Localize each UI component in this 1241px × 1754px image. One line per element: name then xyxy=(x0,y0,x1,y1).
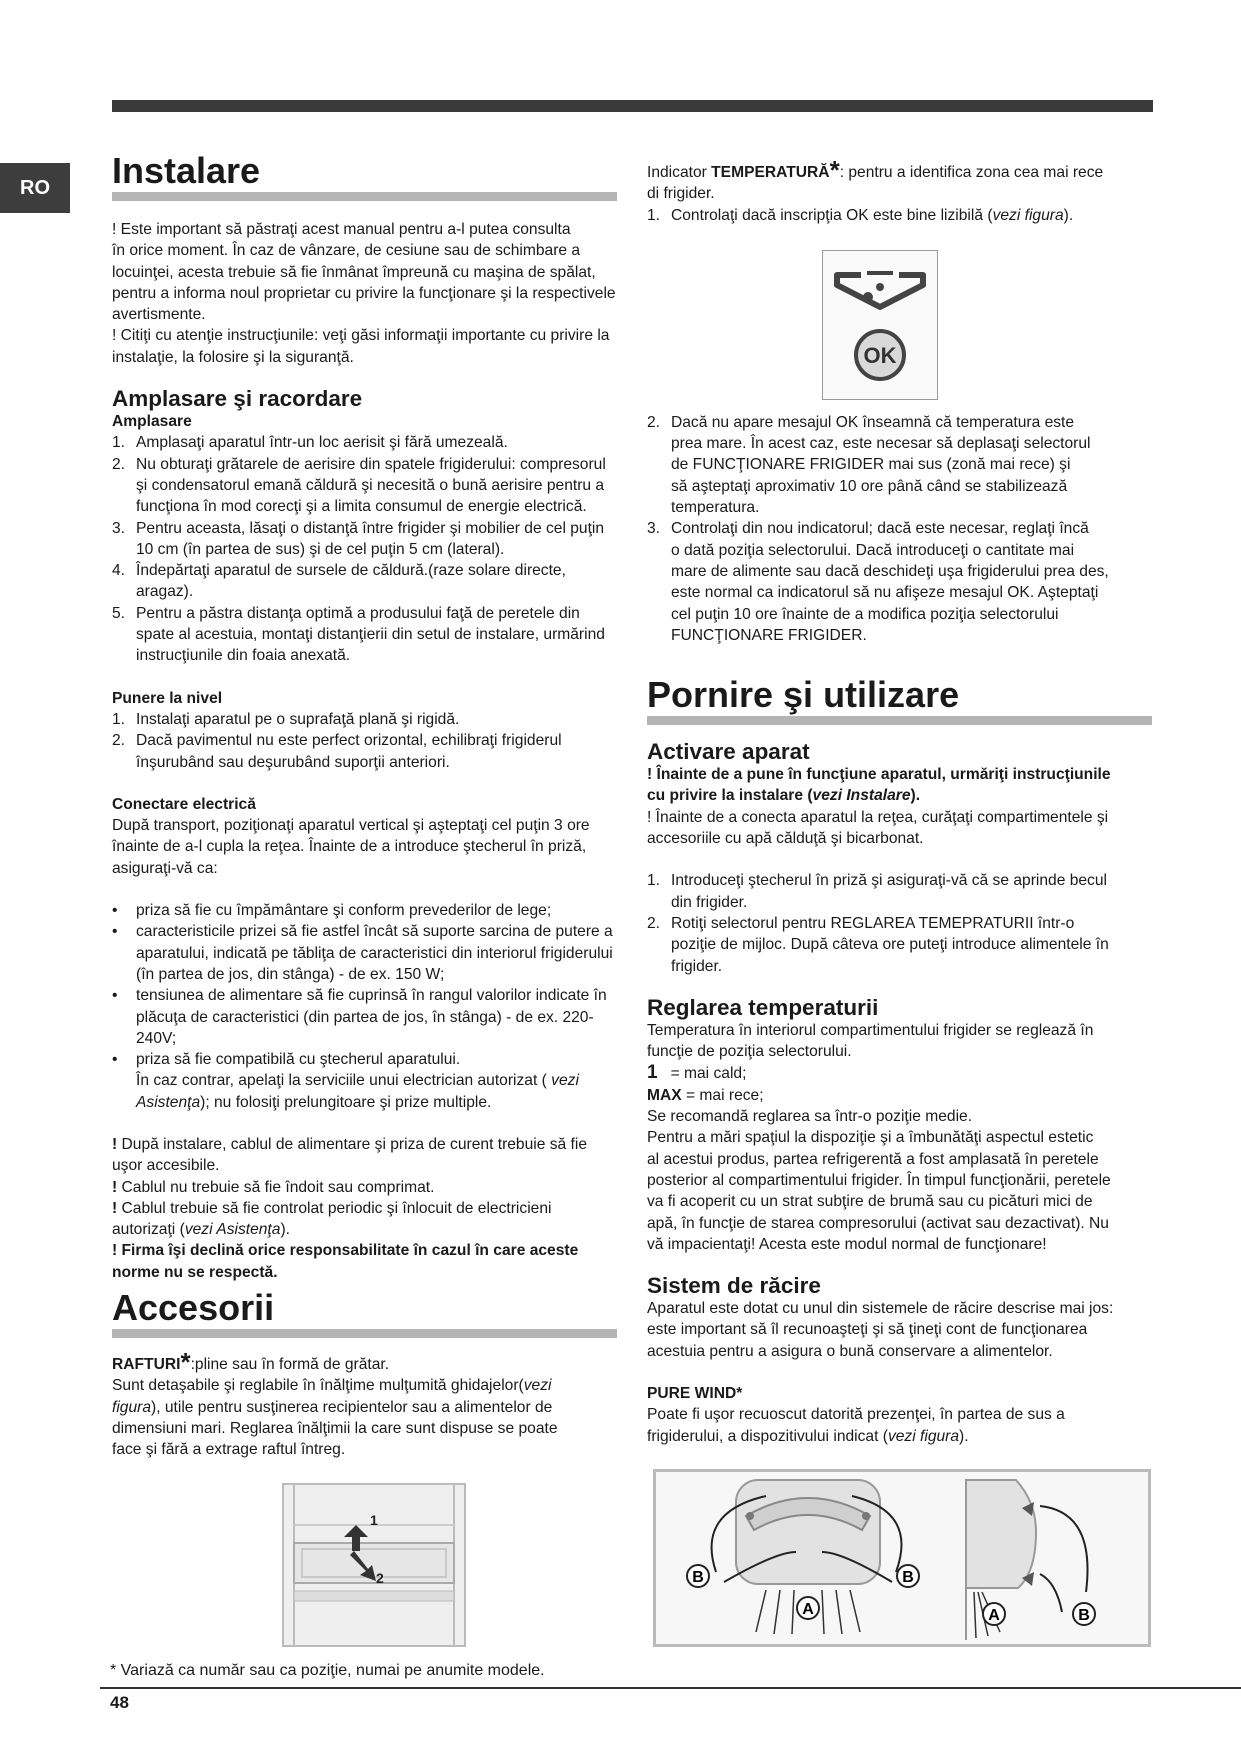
text-line: face şi fără a extrage raftul întreg. xyxy=(112,1441,346,1459)
text-line: Pentru a mări spaţiul la dispoziţie şi a îmbunătăţi aspectul estetic xyxy=(647,1129,1094,1147)
pure-wind-figure xyxy=(653,1469,1151,1647)
page-number: 48 xyxy=(110,1693,129,1712)
text-line: instalaţie, la folosire şi la siguranţă. xyxy=(112,348,354,366)
list-item: 4. Îndepărtaţi aparatul de sursele de căldură.(raze solare directe, aragaz). xyxy=(112,562,566,601)
warning-2: ! Cablul nu trebuie să fie îndoit sau comprimat. xyxy=(112,1178,435,1196)
sistem-text xyxy=(647,1298,1152,1362)
list-item: 3. Controlaţi din nou indicatorul; dacă este necesar, reglaţi încă o dată poziţia selectorului. Dacă introduceţi o cantitate mai mare de alimente sau dacă deschideţi uşa frigiderului prea des, este normal ca indicatorul să nu afişeze mesajul OK. Aşteptaţi cel puţin 10 ore înainte de a modifica poziţia selectorului FUNCŢIONARE FRIGIDER. xyxy=(647,520,1109,644)
indicator-list-2 xyxy=(647,412,1152,646)
right-column xyxy=(647,155,1152,1647)
activare-heading: Activare aparat xyxy=(647,739,810,765)
fan-label-b-side: B xyxy=(1078,1606,1090,1624)
list-item: 2. Dacă nu apare mesajul OK înseamnă că temperatura este prea mare. În acest caz, este necesar să deplasaţi selectorul de FUNCŢIONARE FRIGIDER mai sus (zonă mai rece) şi să aşteptaţi aproximativ 10 ore până când se stabilizează temperatura. xyxy=(647,413,1091,517)
amplasare-list xyxy=(112,432,617,666)
list-item: 1. Introduceţi ştecherul în priză şi asiguraţi-vă că se aprinde becul din frigider. xyxy=(647,872,1107,911)
pure-wind-text: Poate fi uşor recuoscut datorită prezenţei, în partea de sus a frigiderului, a dispozitivului indicat (vezi figura). xyxy=(647,1406,1065,1445)
ok-label: OK xyxy=(863,342,897,368)
list-item: 3. Pentru aceasta, lăsaţi o distanţă între frigider şi mobilier de cel puţin 10 cm (în partea de sus) şi de cel puţin 5 cm (lateral). xyxy=(112,519,605,558)
list-item: 1. Amplasaţi aparatul într-un loc aerisit şi fără umezeală. xyxy=(112,434,508,452)
text-line: avertismente. xyxy=(112,306,206,324)
rafturi-text: Sunt detaşabile şi reglabile în înălţime mulţumită ghidajelor(vezi figura), utile pentru susţinerea recipientelor sau a alimentelor de xyxy=(112,1377,553,1416)
reg-setting-1: 1 = mai cald; xyxy=(647,1062,747,1084)
pure-wind-heading: PURE WIND* xyxy=(647,1384,743,1402)
warning-3: ! Cablul trebuie să fie controlat periodic şi înlocuit de electricieni autorizaţi (vezi Asistenţa). xyxy=(112,1199,552,1239)
instalare-title: Instalare xyxy=(112,150,617,201)
reglarea-text-1 xyxy=(647,1020,1152,1063)
text-line: este important să îl recunoaşteţi şi să ţineţi cont de funcţionarea xyxy=(647,1321,1088,1339)
list-item: 2. Dacă pavimentul nu este perfect orizontal, echilibraţi frigiderul înşurubând sau deşurubând suporţii anteriori. xyxy=(112,732,562,771)
text-line: După transport, poziţionaţi aparatul vertical şi aşteptaţi cel puţin 3 ore xyxy=(112,817,590,835)
electric-sub: Conectare electrică xyxy=(112,795,256,813)
shelf-figure xyxy=(282,1483,466,1647)
rafturi-rest xyxy=(112,1418,617,1461)
text-line: dimensiuni mari. Reglarea înălţimii la care sunt dispuse se poate xyxy=(112,1419,558,1437)
electric-bullets xyxy=(112,900,617,1070)
reglarea-text-2 xyxy=(647,1106,1152,1255)
text-line: Temperatura în interiorul compartimentului frigider se reglează în xyxy=(647,1021,1094,1039)
text-line: în orice moment. În caz de vânzare, de cesiune sau de schimbare a xyxy=(112,242,581,260)
indicator-list-1: 1. Controlaţi dacă inscripţia OK este bine lizibilă (vezi figura). xyxy=(647,206,1074,224)
warning-4: ! Firma îşi declină orice responsabilitate în cazul în care aceste norme nu se respectă. xyxy=(112,1242,579,1281)
left-column xyxy=(112,150,617,1647)
language-tab: RO xyxy=(0,163,70,213)
accesorii-title: Accesorii xyxy=(112,1287,617,1338)
list-item: 5. Pentru a păstra distanţa optimă a produsului faţă de peretele din spate al acestuia, montaţi distanţierii din setul de instalare, urmărind instrucţiunile din foaia anexată. xyxy=(112,604,605,665)
activare-list xyxy=(647,870,1152,976)
fan-illustration xyxy=(656,1472,1148,1644)
text-line: ! Este important să păstraţi acest manual pentru a-l putea consulta xyxy=(112,221,571,238)
text-line: înainte de a-l cupla la reţea. Înainte de a introduce ştecherul în priză, xyxy=(112,838,587,856)
list-item: 2. Nu obturaţi grătarele de aerisire din spatele frigiderului: compresorul şi condensatorul emană căldură şi necesită o bună aerisire pentru a funcţiona în mod corecţi şi a limita consumul de energie electrică. xyxy=(112,455,606,516)
activare-warning: ! Înainte de a pune în funcţiune aparatul, urmăriţi instrucţiunile cu privire la instalare (vezi Instalare). xyxy=(647,766,1111,805)
pornire-title: Pornire şi utilizare xyxy=(647,674,1152,725)
shelf-label-1: 1 xyxy=(370,1511,378,1528)
fan-label-b-left: B xyxy=(692,1568,704,1586)
fan-label-b-right: B xyxy=(902,1568,914,1586)
text-line: Aparatul este dotat cu unul din sistemele de răcire descrise mai jos: xyxy=(647,1300,1114,1318)
list-item: 2. Rotiţi selectorul pentru REGLAREA TEMEPRATURII într-o poziţie de mijloc. După câteva ore puteţi introduce alimentele în frigider. xyxy=(647,914,1109,975)
amplasare-heading: Amplasare şi racordare xyxy=(112,386,363,412)
text-line: vă impacientaţi! Acesta este modul normal de funcţionare! xyxy=(647,1235,1047,1253)
footer-rule xyxy=(100,1687,1241,1689)
activare-clean: ! Înainte de a conecta aparatul la reţea, curăţaţi compartimentele şi accesoriile cu apă călduţă şi bicarbonat. xyxy=(647,808,1109,848)
list-item: • priza să fie cu împământare şi conform prevederilor de lege; xyxy=(112,902,552,920)
warning-1: ! După instalare, cablul de alimentare şi priza de curent trebuie să fie uşor accesibile. xyxy=(112,1135,588,1175)
fan-label-a-left: A xyxy=(802,1600,814,1618)
text-line: apă, în funcţie de starea compresorului (activat sau dezactivat). Nu xyxy=(647,1214,1109,1232)
reglarea-heading: Reglarea temperaturii xyxy=(647,994,879,1020)
text-line: posterior al compartimentului frigider. În timpul funcţionării, peretele xyxy=(647,1171,1111,1189)
ok-indicator-figure xyxy=(822,250,938,400)
text-line: al acestui produs, partea refrigerentă a fost amplasată în peretele xyxy=(647,1150,1099,1168)
text-line: funcţie de poziţia selectorului. xyxy=(647,1043,852,1061)
text-line: locuinţei, acesta trebuie să fie înmânat împreună cu maşina de spălat, xyxy=(112,263,596,281)
text-line: va fi acoperit cu un strat subţire de brumă sau cu picături mici de xyxy=(647,1193,1093,1211)
fan-label-a-right: A xyxy=(988,1606,1000,1624)
sistem-heading: Sistem de răcire xyxy=(647,1273,821,1299)
indicator-line: Indicator TEMPERATURĂ*: pentru a identifica zona cea mai rece di frigider. xyxy=(647,155,1104,203)
shelf-illustration xyxy=(284,1485,464,1645)
amplasare-sub: Amplasare xyxy=(112,413,192,431)
ok-indicator-illustration xyxy=(823,251,937,399)
text-line: pentru a informa noul proprietar cu privire la funcţionare şi la respectivele xyxy=(112,284,616,302)
list-item: • tensiunea de alimentare să fie cuprinsă în rangul valorilor indicate în plăcuţa de caracteristici (din partea de jos, în stânga) - de ex. 220- 240V; xyxy=(112,987,607,1047)
rafturi-line: RAFTURI*:pline sau în formă de grătar. xyxy=(112,1347,390,1378)
list-item: • caracteristicile prizei să fie astfel încât să suporte sarcina de putere a aparatului, indicată pe tăbliţa de caracteristici din interiorul frigiderului (în partea de jos, din stânga) - de ex. 150 W; xyxy=(112,923,613,983)
reg-setting-max: MAX = mai rece; xyxy=(647,1086,764,1104)
nivel-list xyxy=(112,709,617,773)
top-rule xyxy=(112,100,1153,112)
list-item: • priza să fie compatibilă cu ştecherul aparatului. xyxy=(112,1051,461,1069)
list-item: 1. Instalaţi aparatul pe o suprafaţă plană şi rigidă. xyxy=(112,710,460,728)
text-line: Se recomandă reglarea sa într-o poziţie medie. xyxy=(647,1108,973,1126)
intro-text xyxy=(112,219,617,368)
shelf-label-2: 2 xyxy=(376,1569,384,1586)
contrar-text: În caz contrar, apelaţi la serviciile unui electrician autorizat ( vezi Asistenţa); nu folosiţi prelungitoare şi prize multiple. xyxy=(136,1072,579,1111)
footnote: * Variază ca număr sau ca poziţie, numai pe anumite modele. xyxy=(110,1662,545,1679)
nivel-sub: Punere la nivel xyxy=(112,689,223,707)
text-line: acestuia pentru a asigura o bună conservare a alimentelor. xyxy=(647,1342,1053,1360)
text-line: ! Citiţi cu atenţie instrucţiunile: veţi găsi informaţii importante cu privire la xyxy=(112,327,610,345)
text-line: asiguraţi-vă ca: xyxy=(112,859,218,877)
electric-text xyxy=(112,815,617,879)
